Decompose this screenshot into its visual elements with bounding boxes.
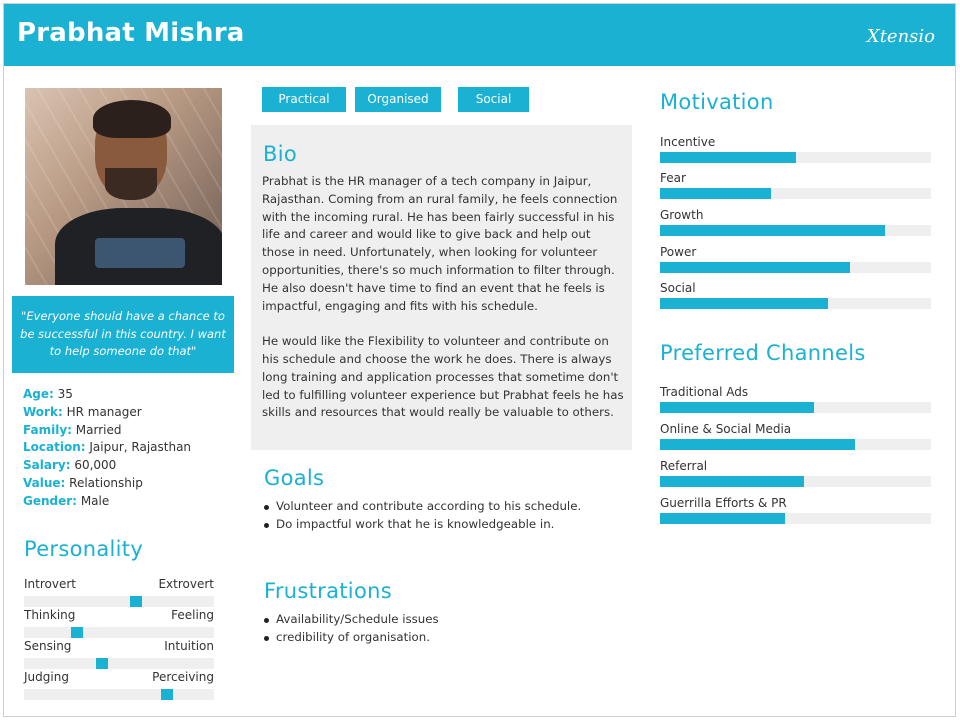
meter-label: Traditional Ads bbox=[660, 385, 749, 399]
personality-title: Personality bbox=[24, 537, 144, 561]
meter-fill bbox=[660, 402, 814, 413]
brand-logo[interactable]: Xtensio bbox=[866, 26, 935, 47]
header-bar bbox=[4, 4, 955, 66]
meter-track bbox=[660, 513, 931, 524]
scale-left-label: Sensing bbox=[24, 639, 72, 653]
fact-value: 35 bbox=[57, 387, 73, 401]
scale-right-label: Perceiving bbox=[152, 670, 214, 684]
motivation-meter bbox=[660, 171, 931, 199]
bio-title: Bio bbox=[263, 142, 297, 166]
fact-age bbox=[23, 386, 191, 404]
bio-paragraph: He would like the Flexibility to volunteer and contribute on his schedule and choose the work he does. There is always long training and application processes that sometime don't led to fulfilling volunteer experience but Prabhat feels he has skills and resources that would really be valuable to others. bbox=[262, 334, 624, 420]
persona-photo bbox=[25, 88, 222, 285]
scale-left-label: Introvert bbox=[24, 577, 76, 591]
meter-label: Fear bbox=[660, 171, 686, 185]
fact-salary bbox=[23, 457, 191, 475]
meter-label: Social bbox=[660, 281, 696, 295]
fact-value: HR manager bbox=[66, 404, 142, 419]
scale-slider bbox=[130, 596, 142, 607]
fact-value: Relationship bbox=[69, 475, 143, 490]
goals-title: Goals bbox=[264, 466, 325, 490]
goals-list bbox=[262, 498, 581, 534]
list-item: Do impactful work that he is knowledgeable in. bbox=[262, 516, 581, 534]
fact-key: Location: bbox=[23, 440, 86, 455]
persona-facts bbox=[23, 386, 191, 511]
scale-right-label: Feeling bbox=[171, 608, 214, 622]
meter-track bbox=[660, 262, 931, 273]
fact-location bbox=[23, 439, 191, 457]
meter-track bbox=[660, 439, 931, 450]
scale-track bbox=[24, 627, 214, 638]
motivation-meter bbox=[660, 208, 931, 236]
scale-left-label: Judging bbox=[24, 670, 69, 684]
meter-track bbox=[660, 402, 931, 413]
list-item: credibility of organisation. bbox=[262, 629, 439, 647]
motivation-meter bbox=[660, 135, 931, 163]
scale-track bbox=[24, 658, 214, 669]
list-item: Volunteer and contribute according to his schedule. bbox=[262, 498, 581, 516]
fact-gender bbox=[23, 493, 191, 511]
fact-key: Work: bbox=[23, 404, 63, 419]
meter-label: Incentive bbox=[660, 135, 716, 149]
photo-hair bbox=[93, 100, 171, 138]
fact-value: Married bbox=[75, 422, 122, 437]
tag-practical: Practical bbox=[262, 87, 346, 112]
scale-right-label: Intuition bbox=[164, 639, 214, 653]
channel-meter bbox=[660, 459, 931, 487]
fact-value: Male bbox=[80, 493, 110, 508]
persona-name: Prabhat Mishra bbox=[17, 18, 245, 48]
meter-track bbox=[660, 152, 931, 163]
motivation-meter bbox=[660, 245, 931, 273]
meter-track bbox=[660, 298, 931, 309]
frustrations-title: Frustrations bbox=[264, 579, 392, 603]
scale-left-label: Thinking bbox=[24, 608, 76, 622]
bio-paragraph: Prabhat is the HR manager of a tech company in Jaipur, Rajasthan. Coming from an rural family, he feels connection with the incoming rural. He has been fairly successful in his life and career and would like to give back and help out those in need. Unfortunately, when looking for volunteer opportunities, there's so much information to filter through. He also doesn't have time to find an event that he feels is impactful, engaging and fits with his schedule. bbox=[262, 174, 618, 313]
photo-shirt-print bbox=[95, 238, 185, 268]
fact-key: Gender: bbox=[23, 493, 77, 508]
meter-fill bbox=[660, 262, 850, 273]
frustrations-list bbox=[262, 611, 439, 647]
meter-fill bbox=[660, 152, 796, 163]
channel-meter bbox=[660, 422, 931, 450]
fact-work bbox=[23, 404, 191, 422]
channel-meter bbox=[660, 385, 931, 413]
meter-label: Referral bbox=[660, 459, 708, 473]
meter-label: Power bbox=[660, 245, 697, 259]
channels-title: Preferred Channels bbox=[660, 341, 866, 365]
motivation-meter bbox=[660, 281, 931, 309]
meter-fill bbox=[660, 225, 885, 236]
meter-label: Online & Social Media bbox=[660, 422, 792, 436]
meter-track bbox=[660, 225, 931, 236]
scale-slider bbox=[161, 689, 173, 700]
scale-slider bbox=[96, 658, 108, 669]
meter-track bbox=[660, 476, 931, 487]
fact-key: Age: bbox=[23, 387, 54, 401]
scale-track bbox=[24, 689, 214, 700]
scale-slider bbox=[71, 627, 83, 638]
fact-key: Salary: bbox=[23, 458, 71, 473]
list-item: Availability/Schedule issues bbox=[262, 611, 439, 629]
fact-key: Value: bbox=[23, 475, 66, 490]
meter-label: Guerrilla Efforts & PR bbox=[660, 496, 787, 510]
fact-key: Family: bbox=[23, 422, 72, 437]
persona-quote: "Everyone should have a chance to be successful in this country. I want to help someone do that" bbox=[12, 296, 234, 373]
bio-text bbox=[262, 173, 624, 440]
meter-fill bbox=[660, 188, 771, 199]
meter-label: Growth bbox=[660, 208, 704, 222]
fact-value: Jaipur, Rajasthan bbox=[89, 440, 192, 455]
fact-value: 60,000 bbox=[74, 458, 117, 473]
tag-organised: Organised bbox=[355, 87, 441, 112]
meter-fill bbox=[660, 298, 828, 309]
photo-beard bbox=[105, 168, 157, 200]
meter-track bbox=[660, 188, 931, 199]
meter-fill bbox=[660, 513, 785, 524]
fact-family bbox=[23, 422, 191, 440]
meter-fill bbox=[660, 476, 804, 487]
meter-fill bbox=[660, 439, 855, 450]
motivation-title: Motivation bbox=[660, 90, 774, 114]
scale-track bbox=[24, 596, 214, 607]
scale-right-label: Extrovert bbox=[158, 577, 214, 591]
channel-meter bbox=[660, 496, 931, 524]
fact-value-row bbox=[23, 475, 191, 493]
tag-social: Social bbox=[458, 87, 529, 112]
